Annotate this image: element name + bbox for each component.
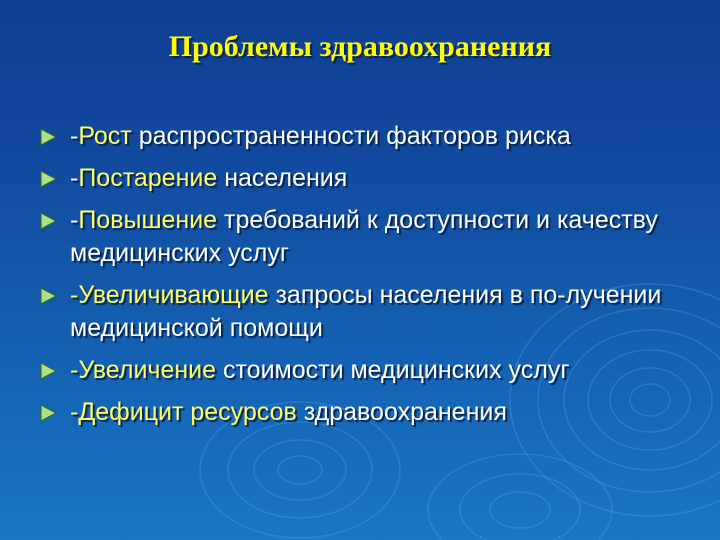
- triangle-arrow-icon: [38, 127, 58, 147]
- bullet-text: населения: [217, 164, 348, 192]
- triangle-arrow-icon: [38, 403, 58, 423]
- bullet-text: запросы населения в по-лучении медицинской помощи: [70, 281, 662, 342]
- bullet-text: требований к доступности и качеству медицинских услуг: [70, 206, 658, 267]
- bullet-prefix: -: [70, 122, 79, 150]
- bullet-item-risk-factors: [36, 120, 706, 153]
- triangle-arrow-icon: [38, 286, 58, 306]
- bullet-highlight: -Увеличение: [70, 356, 217, 384]
- slide-title: Проблемы здравоохранения: [168, 30, 552, 63]
- bullet-text: здравоохранения: [296, 398, 507, 426]
- bullet-highlight: Рост: [78, 122, 132, 150]
- bullet-item-requirements: [36, 204, 706, 270]
- triangle-arrow-icon: [38, 361, 58, 381]
- triangle-arrow-icon: [38, 211, 58, 231]
- bullet-text: стоимости медицинских услуг: [216, 356, 570, 384]
- bullet-text: распространенности факторов риска: [131, 122, 571, 150]
- triangle-arrow-icon: [38, 169, 58, 189]
- bullet-highlight: -Дефицит ресурсов: [70, 398, 297, 426]
- bullet-prefix: -: [70, 206, 79, 234]
- bullet-item-aging: [36, 162, 706, 195]
- bullet-list: [36, 120, 706, 438]
- bullet-item-resource-deficit: [36, 396, 706, 429]
- bullet-item-cost: [36, 354, 706, 387]
- bullet-prefix: -: [70, 164, 79, 192]
- bullet-highlight: Постарение: [78, 164, 218, 192]
- bullet-highlight: -Увеличивающие: [70, 281, 269, 309]
- bullet-highlight: Повышение: [78, 206, 218, 234]
- bullet-item-demands: [36, 279, 706, 345]
